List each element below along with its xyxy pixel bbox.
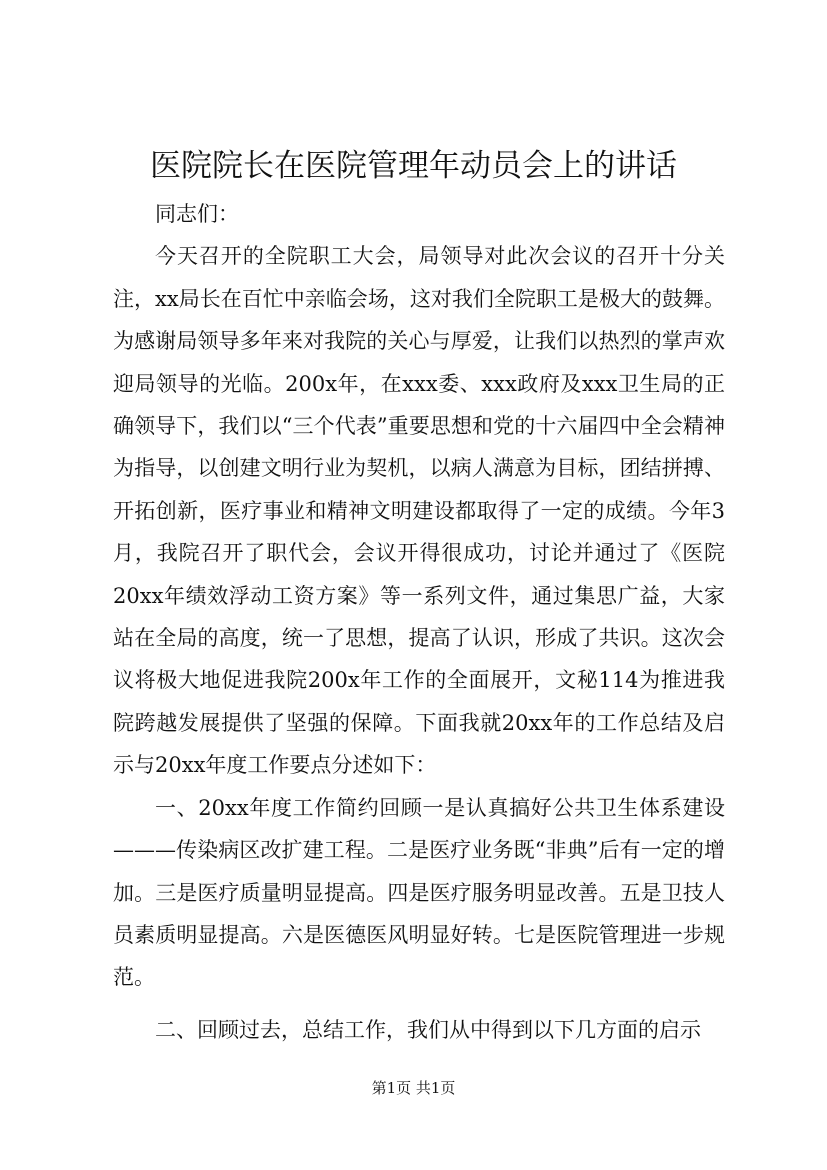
salutation: 同志们：	[155, 202, 239, 226]
paragraph-3: 二、回顾过去，总结工作，我们从中得到以下几方面的启示	[155, 1017, 701, 1042]
page-footer: 第1页 共1页	[371, 1079, 456, 1097]
paragraph-2: 一、20xx年度工作简约回顾一是认真搞好公共卫生体系建设———传染病区改扩建工程。二是医疗业务既“非典”后有一定的增加。三是医疗质量明显提高。四是医疗服务明显改善。五是卫技人员素质明显提高。六是医德医风明显好转。七是医院管理进一步规范。	[113, 795, 725, 990]
paragraph-1: 今天召开的全院职工大会，局领导对此次会议的召开十分关注，xx局长在百忙中亲临会场，这对我们全院职工是极大的鼓舞。为感谢局领导多年来对我院的关心与厚爱，让我们以热烈的掌声欢迎局领导的光临。200x年，在xxx委、xxx政府及xxx卫生局的正确领导下，我们以“三个代表”重要思想和党的十六届四中全会精神为指导，以创建文明行业为契机，以病人满意为目标，团结拼搏、开拓创新，医疗事业和精神文明建设都取得了一定的成绩。今年3月，我院召开了职代会，会议开得很成功，讨论并通过了《医院20xx年绩效浮动工资方案》等一系列文件，通过集思广益，大家站在全局的高度，统一了思想，提高了认识，形成了共识。这次会议将极大地促进我院200x年工作的全面展开，文秘114为推进我院跨越发展提供了坚强的保障。下面我就20xx年的工作总结及启示与20xx年度工作要点分述如下：	[113, 244, 725, 778]
document-title: 医院院长在医院管理年动员会上的讲话	[150, 148, 677, 184]
document-body	[113, 193, 725, 1051]
